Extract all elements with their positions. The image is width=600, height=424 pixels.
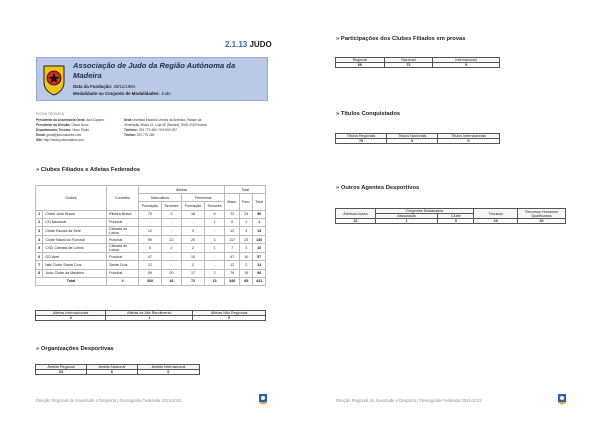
table-cell: 2 — [182, 244, 205, 253]
footer-text: Direção Regional de Juventude e Desporto | Demografia Federada 2013-2012 — [36, 398, 182, 403]
table-header: Âmbito Nacional — [87, 365, 138, 370]
table-cell: 3 — [36, 226, 43, 235]
founding-date: Data da Fundação: 28/11/1984 — [73, 84, 136, 89]
header-recursos-humanos: Recursos Humanos Qualificados — [518, 209, 566, 219]
table-cell: 1 — [204, 218, 224, 226]
ficha-line — [124, 133, 207, 138]
club-concelho: Funchal — [107, 253, 139, 261]
total-cell: 300 — [139, 277, 162, 285]
table-value: 3 — [36, 316, 106, 321]
ficha-left-column — [36, 118, 104, 143]
table-cell: 10 — [182, 253, 205, 261]
table-cell: 2 — [182, 261, 205, 269]
table-total-row — [36, 277, 266, 285]
table-value: 72 — [384, 63, 432, 68]
ficha-right-column — [124, 118, 207, 138]
table-cell: 6 — [36, 253, 43, 261]
table-cell: 12 — [139, 226, 162, 235]
table-cell: 23 — [240, 235, 253, 243]
association-logo-icon — [42, 64, 66, 96]
athletes-table — [35, 310, 266, 321]
table-cell: 10 — [240, 253, 253, 261]
footer-emblem-icon — [557, 393, 567, 407]
table-cell: 18 — [182, 210, 205, 218]
total-cell: 431 — [253, 277, 266, 285]
header-seniores-f: Seniores — [204, 202, 224, 210]
table-cell: 57 — [253, 253, 266, 261]
ficha-value: Avenida Estados Unidos da América, Parque da — [133, 118, 202, 122]
ficha-value: geral@judomadeira.com — [46, 133, 82, 137]
total-cell: 4 — [107, 277, 139, 285]
table-cell: 12 — [225, 261, 240, 269]
table-value: 0 — [438, 219, 474, 224]
table-header: Regional — [336, 58, 385, 63]
footer-emblem-icon — [258, 393, 268, 407]
header-clube: Clube — [438, 214, 474, 219]
table-row — [36, 269, 266, 277]
table-cell: 3 — [240, 244, 253, 253]
club-name: GD Apel — [43, 253, 107, 261]
club-name: Iate Clube Santa Cruz — [43, 261, 107, 269]
table-value: 1 — [106, 316, 193, 321]
table-header: Atletas de Alto Rendimento — [106, 311, 193, 316]
clubs-section-title: » Clubes Filiados e Atletas Federados — [36, 167, 141, 173]
table-header: Atletas Não Regionais — [193, 311, 266, 316]
table-cell: 12 — [225, 226, 240, 235]
table-cell: - — [161, 261, 181, 269]
table-cell: 7 — [225, 244, 240, 253]
ficha-key: Site: — [36, 138, 43, 142]
table-cell: - — [161, 218, 181, 226]
table-value: 0 — [438, 139, 500, 144]
table-cell: 98 — [253, 269, 266, 277]
total-cell: 346 — [225, 277, 240, 285]
table-cell: 59 — [139, 269, 162, 277]
table-header: Atletas Internacionais — [36, 311, 106, 316]
table-value: 9 — [387, 139, 438, 144]
table-row — [36, 244, 266, 253]
table-cell: 2 — [161, 244, 181, 253]
ficha-value: http://www.judomadeira.com — [43, 138, 84, 142]
table-header: Internacional — [432, 58, 499, 63]
table-cell: 140 — [253, 235, 266, 243]
header-masculinos: Masculinos — [139, 194, 182, 202]
total-cell: 46 — [161, 277, 181, 285]
club-name: Clube Escola da Sete — [43, 226, 107, 235]
table-value: 6 — [87, 370, 138, 375]
table-cell: 17 — [182, 269, 205, 277]
section-number: 2.1.13 — [225, 40, 248, 49]
table-cell: 1 — [204, 244, 224, 253]
titles-table — [335, 133, 500, 144]
ficha-key: Presidente da Direção: — [36, 123, 71, 127]
ficha-value: César Nuno — [71, 123, 89, 127]
club-concelho: Santa Cruz — [107, 261, 139, 269]
ficha-key: Departamento Técnico: — [36, 128, 72, 132]
header-atletas: Atletas — [139, 186, 225, 194]
total-cell: Total — [36, 277, 107, 285]
table-value: 70 — [336, 139, 387, 144]
table-cell: 20 — [182, 235, 205, 243]
ficha-key: Telefax: — [124, 133, 136, 137]
table-cell: 1 — [253, 218, 266, 226]
table-row — [36, 235, 266, 243]
table-cell: 8 — [36, 269, 43, 277]
table-cell: - — [139, 218, 162, 226]
table-cell: - — [161, 253, 181, 261]
table-cell: 24 — [240, 210, 253, 218]
table-header: Âmbito Internacional — [137, 365, 199, 370]
table-header: Nacional — [384, 58, 432, 63]
table-cell: 5 — [139, 244, 162, 253]
ficha-value: Nuno Paulo — [72, 128, 89, 132]
club-concelho: Funchal — [107, 269, 139, 277]
right-page — [300, 0, 600, 424]
table-cell: 5 — [36, 244, 43, 253]
table-cell: 3 — [204, 235, 224, 243]
club-concelho: Funchal — [107, 218, 139, 226]
table-header: Títulos Internacionais — [438, 134, 500, 139]
table-row — [36, 218, 266, 226]
table-cell: 2 — [204, 269, 224, 277]
clubs-table — [35, 185, 266, 286]
table-row — [36, 210, 266, 218]
table-cell: 70 — [139, 210, 162, 218]
ficha-value: 291 775 450 / 918 500 297 — [138, 128, 177, 132]
table-cell: 2 — [240, 261, 253, 269]
section-title — [225, 40, 272, 49]
header-total2: Total — [253, 194, 266, 210]
table-cell: 1 — [240, 218, 253, 226]
club-name: Judo Clube da Madeira — [43, 269, 107, 277]
ficha-key: Sede: — [124, 118, 133, 122]
ficha-key: Presidente da Assembleia Geral: — [36, 118, 86, 122]
total-cell: 85 — [240, 277, 253, 285]
modality: Modalidade ou Conjunto de Modalidades: Judo — [73, 91, 171, 96]
header-arbitros: Árbitros/Juízes — [336, 209, 376, 219]
header-formacao-m: Formação — [139, 202, 162, 210]
table-value: 69 — [336, 63, 385, 68]
organizations-table — [35, 364, 200, 375]
participations-table — [335, 57, 500, 68]
club-name: Clube Naval do Funchal — [43, 235, 107, 243]
table-cell: 7 — [36, 261, 43, 269]
ficha-value: Veneração, Bloco 21, Loja 4E (Nazaré), 9000-015 Funchal — [124, 123, 207, 127]
header-femininos: Femininos — [182, 194, 225, 202]
table-cell: - — [204, 226, 224, 235]
club-name: CSD Câmara de Lobos — [43, 244, 107, 253]
table-cell: - — [204, 253, 224, 261]
total-cell: 72 — [182, 277, 205, 285]
ficha-key: Email: — [36, 133, 46, 137]
table-value: 63 — [36, 370, 87, 375]
total-cell: 13 — [204, 277, 224, 285]
ficha-tecnica-header: FICHA TÉCNICA — [36, 112, 65, 116]
club-concelho: Câmara de Lobos — [107, 244, 139, 253]
table-cell: 1 — [36, 210, 43, 218]
table-header: Títulos Nacionais — [387, 134, 438, 139]
table-cell: 95 — [139, 235, 162, 243]
table-cell: 79 — [225, 269, 240, 277]
table-cell: 20 — [161, 269, 181, 277]
club-concelho: Funchal — [107, 235, 139, 243]
table-cell: - — [204, 261, 224, 269]
table-cell: 0 — [225, 218, 240, 226]
table-cell: 10 — [253, 244, 266, 253]
table-cell: 47 — [139, 253, 162, 261]
table-cell: 72 — [225, 210, 240, 218]
organizations-section-title: » Organizações Desportivas — [36, 346, 114, 352]
header-tecnicos: Técnicos — [474, 209, 518, 219]
table-cell: 47 — [225, 253, 240, 261]
agents-table — [335, 208, 566, 224]
table-value: 0 — [193, 316, 266, 321]
table-header: Âmbito Regional — [36, 365, 87, 370]
ficha-value: 291 775 455 — [136, 133, 155, 137]
section-name: JUDO — [249, 40, 272, 49]
table-row — [36, 226, 266, 235]
table-row — [36, 261, 266, 269]
table-cell: - — [182, 218, 205, 226]
club-concelho: Ribeira Brava — [107, 210, 139, 218]
table-value: 0 — [137, 370, 199, 375]
table-cell: 22 — [161, 235, 181, 243]
header-associacao: Associação — [376, 214, 438, 219]
table-cell: 117 — [225, 235, 240, 243]
ficha-value: Ana Caparro — [86, 118, 105, 122]
table-cell: 15 — [253, 226, 266, 235]
club-name: Clube Judo Brava — [43, 210, 107, 218]
table-cell: 14 — [253, 261, 266, 269]
table-row — [36, 253, 266, 261]
header-masc: Masc. — [225, 194, 240, 210]
header-formacao-f: Formação — [182, 202, 205, 210]
table-cell: 3 — [240, 226, 253, 235]
club-concelho: Câmara de Lobos — [107, 226, 139, 235]
footer-text-right: Direção Regional de Juventude e Desporto | Demografia Federada 2013-2012 — [336, 398, 482, 403]
table-cell: 96 — [253, 210, 266, 218]
table-cell: 4 — [36, 235, 43, 243]
header-total: Total — [225, 186, 266, 194]
header-seniores-m: Seniores — [161, 202, 181, 210]
titles-section-title: » Títulos Conquistados — [336, 111, 401, 117]
association-name: Associação de Judo da Região Autónoma da Madeira — [73, 61, 236, 80]
table-cell: - — [161, 226, 181, 235]
association-banner — [36, 57, 268, 101]
participations-section-title: » Participações dos Clubes Filiados em provas — [336, 36, 466, 42]
agents-section-title: » Outros Agentes Desportivos — [336, 185, 420, 191]
table-value: 1 — [376, 219, 438, 224]
header-clubes: Clubes — [36, 186, 107, 211]
table-cell: 19 — [240, 269, 253, 277]
club-name: CD Nacional — [43, 218, 107, 226]
header-concelho: Concelho — [107, 186, 139, 211]
table-cell: 6 — [204, 210, 224, 218]
table-value: 5 — [432, 63, 499, 68]
header-dirigentes: Dirigentes Destacados — [376, 209, 474, 214]
table-cell: 2 — [161, 210, 181, 218]
table-value: 22 — [336, 219, 376, 224]
table-value: 20 — [518, 219, 566, 224]
table-cell: 3 — [182, 226, 205, 235]
table-cell: 12 — [139, 261, 162, 269]
table-header: Títulos Regionais — [336, 134, 387, 139]
table-cell: 2 — [36, 218, 43, 226]
table-value: 20 — [474, 219, 518, 224]
ficha-line — [36, 138, 104, 143]
ficha-key: Telefone: — [124, 128, 138, 132]
header-fem: Fem. — [240, 194, 253, 210]
